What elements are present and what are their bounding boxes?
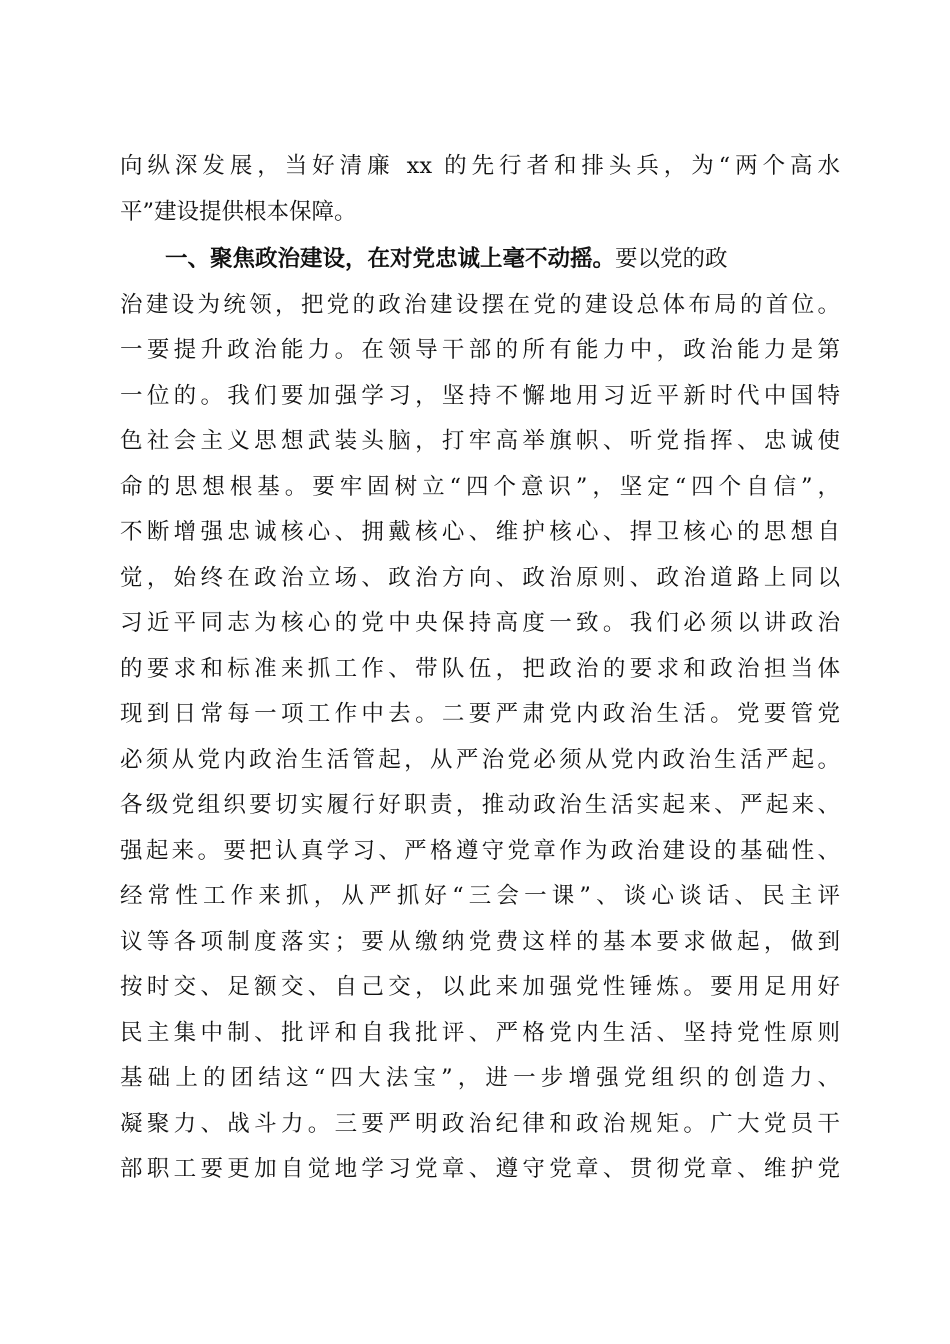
heading-line-rest: 要以党的政 bbox=[615, 246, 728, 272]
text-line: 经常性工作来抓，从严抓好“三会一课”、谈心谈话、民主评 bbox=[120, 883, 840, 909]
text-line: 的要求和标准来抓工作、带队伍，把政治的要求和政治担当体 bbox=[120, 655, 840, 682]
text-line: 凝聚力、战斗力。三要严明政治纪律和政治规矩。广大党员干 bbox=[120, 1110, 840, 1137]
document-body bbox=[120, 144, 840, 1193]
text-line: 向纵深发展，当好清廉 xx 的先行者和排头兵，为“两个高水 bbox=[120, 153, 840, 179]
text-line: 命的思想根基。要牢固树立“四个意识”，坚定“四个自信”， bbox=[120, 473, 840, 500]
heading-line bbox=[120, 237, 840, 283]
paragraph-section-one bbox=[120, 237, 840, 1193]
text-line: 必须从党内政治生活管起，从严治党必须从党内政治生活严起。 bbox=[120, 746, 840, 773]
text-line: 治建设为统领，把党的政治建设摆在党的建设总体布局的首位。 bbox=[120, 291, 840, 318]
text-line: 议等各项制度落实；要从缴纳党费这样的基本要求做起，做到 bbox=[120, 928, 840, 955]
text-line: 现到日常每一项工作中去。二要严肃党内政治生活。党要管党 bbox=[120, 701, 840, 727]
text-line: 各级党组织要切实履行好职责，推动政治生活实起来、严起来、 bbox=[120, 792, 840, 818]
text-line: 色社会主义思想武装头脑，打牢高举旗帜、听党指挥、忠诚使 bbox=[120, 428, 840, 454]
text-line: 觉，始终在政治立场、政治方向、政治原则、政治道路上同以 bbox=[120, 564, 840, 591]
text-line: 部职工要更加自觉地学习党章、遵守党章、贯彻党章、维护党 bbox=[120, 1156, 840, 1182]
text-line: 一要提升政治能力。在领导干部的所有能力中，政治能力是第 bbox=[120, 337, 840, 363]
text-line: 基础上的团结这“四大法宝”，进一步增强党组织的创造力、 bbox=[120, 1065, 840, 1091]
text-line: 按时交、足额交、自己交，以此来加强党性锤炼。要用足用好 bbox=[120, 974, 840, 1000]
paragraph-continuation bbox=[120, 144, 840, 235]
text-line: 平”建设提供根本保障。 bbox=[120, 198, 357, 225]
text-line: 不断增强忠诚核心、拥戴核心、维护核心、捍卫核心的思想自 bbox=[120, 519, 840, 545]
text-line: 一位的。我们要加强学习，坚持不懈地用习近平新时代中国特 bbox=[120, 382, 840, 409]
section-heading: 一、聚焦政治建设，在对党忠诚上毫不动摇。 bbox=[165, 246, 616, 272]
text-line: 强起来。要把认真学习、严格遵守党章作为政治建设的基础性、 bbox=[120, 837, 840, 864]
text-line: 民主集中制、批评和自我批评、严格党内生活、坚持党性原则 bbox=[120, 1019, 840, 1046]
text-line: 习近平同志为核心的党中央保持高度一致。我们必须以讲政治 bbox=[120, 610, 840, 636]
